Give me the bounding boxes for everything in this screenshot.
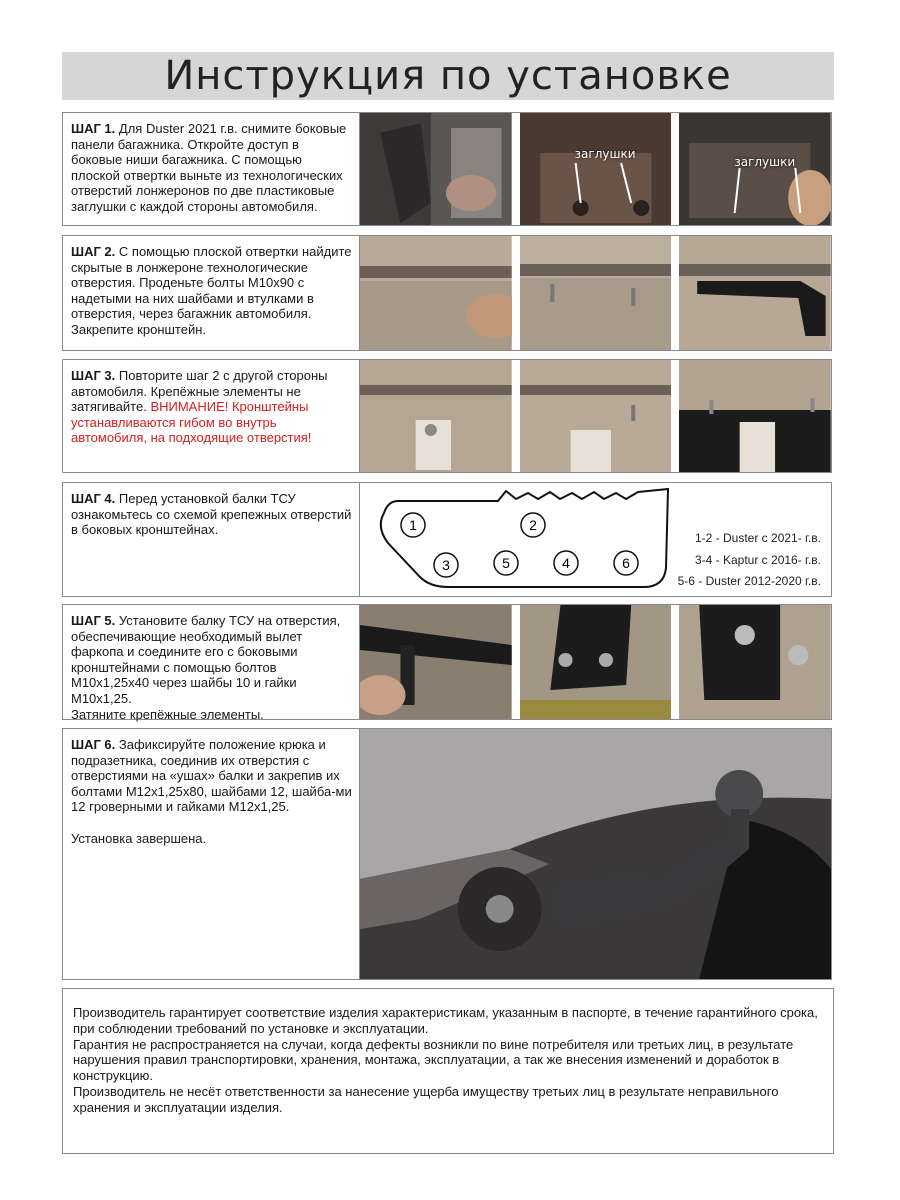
step-3-photo-2 [520,360,672,472]
step-2-text [63,236,359,338]
step-5-body: Установите балку ТСУ на отверстия, обеспечивающие необходимый вылет фаркопа и соедините его с боковыми кронштейнами с помощью болтов М10х1,25х40 через шайбы 10 и гайки М10х1,25. [71,613,341,706]
step-2-label: ШАГ 2. [71,244,116,259]
step-6-body-2: Установка завершена. [71,830,207,846]
step-2-body: С помощью плоской отвертки найдите скрытые в лонжероне технологические отверстия. Проденьте болты M10x90 с надетыми на них шайбами и втулками в отверстия, через багажник автомобиля. Закрепите кронштейн. [71,244,352,337]
hole-1 [401,513,425,537]
warranty-footer [62,988,834,1154]
step-6-body: Зафиксируйте положение крюка и подразетника, соединив их отверстия с отверстиями на «ушах» балки и закрепив их болтами М12х1,25х80, шайбами 12, шайба-ми 12 гроверными и гайками М12х1,25. [71,737,352,815]
step-4-text [63,483,359,538]
step-1-photo-3-label: заглушки [734,155,796,169]
step-5 [62,604,832,720]
step-6-photos [359,729,831,979]
step-3-photo-3 [679,360,831,472]
step-3 [62,359,832,473]
step-5-photo-2 [520,605,672,719]
step-6-text [63,729,359,846]
svg-text:6: 6 [622,555,630,571]
hole-3 [434,553,458,577]
step-5-body-2: Затяните крепёжные элементы. [71,706,264,722]
step-2-photo-1 [360,236,512,350]
step-3-label: ШАГ 3. [71,368,116,383]
step-3-text [63,360,359,446]
step-6-photo [360,729,831,979]
step-1-text [63,113,359,215]
svg-text:2: 2 [529,517,537,533]
step-2-photo-3 [679,236,831,350]
step-2 [62,235,832,351]
hole-6 [614,551,638,575]
legend-item-1: 1-2 - Duster с 2021- г.в. [695,531,821,545]
step-3-body: Повторите шаг 2 с другой стороны автомобиля. Крепёжные элементы не затягивайте. [71,368,328,415]
step-5-label: ШАГ 5. [71,613,116,628]
legend-item-2: 3-4 - Kaptur с 2016- г.в. [694,553,821,567]
footer-paragraph-2: Гарантия не распространяется на случаи, когда дефекты возникли по вине потребителя или третьих лиц, в результате нарушения правил транспортировки, хранения, монтажа, эксплуатации, а так же внесения изменений и доработок в конструкцию. [73,1036,794,1084]
step-3-photo-1 [360,360,512,472]
step-1 [62,112,832,226]
step-5-text [63,605,359,722]
step-2-photos [359,236,831,350]
step-6 [62,728,832,980]
bracket-outline [368,483,678,595]
hole-2 [521,513,545,537]
step-2-photo-2 [520,236,672,350]
step-4 [62,482,832,597]
step-1-photo-1 [360,113,512,225]
step-5-photo-1 [360,605,512,719]
footer-paragraph-1: Производитель гарантирует соответствие изделия характеристикам, указанным в паспорте, в течение гарантийного срока, при соблюдении требований по установке и эксплуатации. [73,1005,818,1036]
step-1-photo-2 [520,113,672,225]
svg-text:4: 4 [562,555,570,571]
step-1-photos [359,113,831,225]
svg-text:3: 3 [442,557,450,573]
step-5-photo-3 [679,605,831,719]
page-title: Инструкция по установке [164,53,732,99]
svg-text:5: 5 [502,555,510,571]
step-3-warning: ВНИМАНИЕ! Кронштейны устанавливаются гибом во внутрь автомобиля, на подходящие отверстия! [71,399,312,446]
hole-4 [554,551,578,575]
step-4-label: ШАГ 4. [71,491,116,506]
legend-item-3: 5-6 - Duster 2012-2020 г.в. [677,574,821,588]
hole-5 [494,551,518,575]
step-1-body: Для Duster 2021 г.в. снимите боковые панели багажника. Откройте доступ в боковые ниши багажника. С помощью плоской отвертки выньте из технологических отверстий лонжеронов по две пластиковые заглушки с каждой стороны автомобиля. [71,121,347,214]
step-5-photos [359,605,831,719]
svg-text:1: 1 [409,517,417,533]
step-4-body: Перед установкой балки ТСУ ознакомьтесь со схемой крепежных отверстий в боковых кронштейнах. [71,491,352,538]
step-3-photos [359,360,831,472]
footer-paragraph-3: Производитель не несёт ответственности за нанесение ущерба имуществу третьих лиц в результате неправильного хранения и эксплуатации изделия. [73,1083,779,1115]
step-6-label: ШАГ 6. [71,737,116,752]
title-bar [62,52,834,100]
step-1-photo-2-label: заглушки [574,147,636,161]
step-1-label: ШАГ 1. [71,121,116,136]
step-1-photo-3 [679,113,831,225]
hole-diagram [359,483,831,596]
